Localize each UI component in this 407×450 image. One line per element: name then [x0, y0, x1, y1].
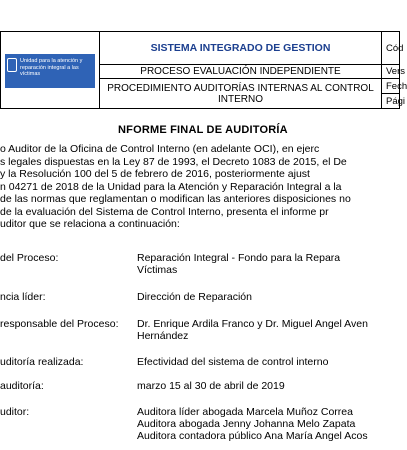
field-label-lead-unit: ncia líder:: [0, 291, 46, 303]
field-value-process: [137, 252, 340, 276]
value-line: Reparación Integral - Fondo para la Repara: [137, 252, 341, 264]
field-label-process: del Proceso:: [0, 252, 59, 264]
field-label-audit-type: uditoría realizada:: [0, 356, 84, 368]
value-line: Auditora abogada Jenny Johanna Melo Zapata: [137, 418, 356, 430]
page-label: Pági: [381, 93, 400, 109]
procedure-line-2: INTERNO: [218, 93, 263, 105]
shield-icon: [7, 58, 17, 72]
intro-line: de la evaluación del Sistema de Control Interno, presenta el informe pr: [0, 205, 329, 218]
field-value-auditor: [137, 406, 368, 442]
document-title: NFORME FINAL DE AUDITORÍA: [118, 124, 288, 136]
value-line: Hernández: [137, 330, 189, 342]
value-line: Auditora contadora público Ana María Angel Acos: [137, 430, 368, 442]
intro-paragraph: [0, 143, 400, 231]
value-line: marzo 15 al 30 de abril de 2019: [137, 380, 285, 392]
procedure-name: [99, 78, 382, 109]
intro-line: uditor que se relaciona a continuación:: [0, 218, 180, 230]
process-name: PROCESO EVALUACIÓN INDEPENDIENTE: [99, 64, 382, 79]
field-value-lead-unit: [137, 291, 252, 303]
document-header: [0, 31, 407, 109]
procedure-line-1: PROCEDIMIENTO AUDITORÍAS INTERNAS AL CONTROL: [107, 82, 374, 94]
unidad-victimas-logo: [5, 54, 95, 88]
intro-line: n 04271 de 2018 de la Unidad para la Atención y Reparación Integral a la: [0, 180, 342, 193]
intro-line: o Auditor de la Oficina de Control Interno (en adelante OCI), en ejerc: [0, 143, 320, 155]
code-label: Cód: [381, 31, 400, 65]
value-line: Dirección de Reparación: [137, 291, 252, 303]
intro-line: de las normas que reglamentan o modifican las anteriores disposiciones no: [0, 193, 351, 205]
field-label-audit-period: auditoría:: [0, 380, 44, 392]
value-line: Dr. Enrique Ardila Franco y Dr. Miguel Angel Aven: [137, 318, 368, 330]
field-value-audit-period: [137, 380, 285, 392]
field-value-responsible: [137, 318, 368, 342]
logo-cell: [0, 31, 100, 109]
field-value-audit-type: [137, 356, 328, 368]
intro-line: s legales dispuestas en la Ley 87 de 1993, el Decreto 1083 de 2015, el De: [0, 155, 347, 168]
value-line: Auditora líder abogada Marcela Muñoz Correa: [137, 406, 353, 418]
value-line: Efectividad del sistema de control interno: [137, 356, 329, 368]
system-title: SISTEMA INTEGRADO DE GESTION: [99, 31, 382, 65]
intro-line: y la Resolución 100 del 5 de febrero de 2016, posteriormente ajust: [0, 168, 310, 180]
field-label-responsible: responsable del Proceso:: [0, 318, 119, 330]
logo-text: Unidad para la atención y reparación integral a las víctimas: [20, 58, 83, 77]
date-label: Fech: [381, 78, 400, 94]
field-label-auditor: uditor:: [0, 406, 30, 418]
value-line: Víctimas: [137, 264, 178, 276]
version-label: Vers: [381, 64, 400, 79]
